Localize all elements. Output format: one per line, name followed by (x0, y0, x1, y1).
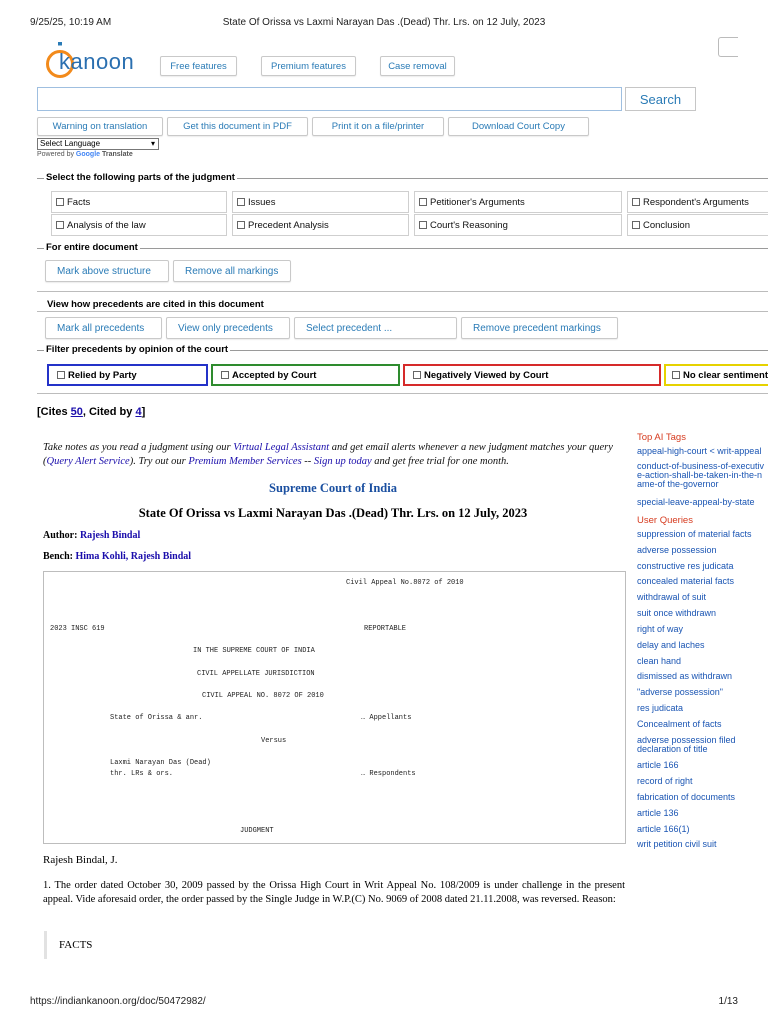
ai-tag[interactable]: special-leave-appeal-by-state (637, 498, 755, 507)
pre-line: REPORTABLE (364, 625, 407, 633)
premium-features-button[interactable]: Premium features (261, 56, 356, 76)
powered-by: Powered by Google Translate (37, 151, 133, 158)
user-query[interactable]: article 166 (637, 761, 679, 770)
view-only-precedents-button[interactable]: View only precedents (166, 317, 290, 339)
author-line: Author: Rajesh Bindal (43, 530, 141, 541)
print-button[interactable]: Print it on a file/printer (312, 117, 444, 136)
judgment-pre-box (43, 571, 626, 844)
court-name: Supreme Court of India (269, 481, 397, 495)
query-alert-link[interactable]: Query Alert Service (46, 456, 130, 467)
entire-legend: For entire document (46, 242, 138, 253)
pre-line: thr. LRs & ors. (110, 770, 174, 778)
facts-heading: FACTS (59, 939, 93, 951)
pdf-button[interactable]: Get this document in PDF (167, 117, 308, 136)
checkbox[interactable] (419, 198, 427, 206)
checkbox[interactable] (237, 198, 245, 206)
part-conclusion[interactable]: Conclusion (627, 214, 768, 236)
judge-name: Rajesh Bindal, J. (43, 854, 118, 866)
language-selected: Select Language (40, 139, 101, 148)
pre-line: … Respondents (361, 770, 416, 778)
ai-tags-heading: Top AI Tags (637, 432, 686, 443)
logo-text: kanoon (59, 49, 135, 74)
checkbox[interactable] (632, 221, 640, 229)
part-respondents-arguments[interactable]: Respondent's Arguments (627, 191, 768, 213)
filter-accepted-by-court[interactable]: Accepted by Court (211, 364, 400, 386)
checkbox[interactable] (413, 371, 421, 379)
user-query[interactable]: constructive res judicata (637, 562, 734, 571)
filter-relied-by-party[interactable]: Relied by Party (47, 364, 208, 386)
remove-markings-button[interactable]: Remove all markings (173, 260, 291, 282)
user-query[interactable]: article 166(1) (637, 825, 690, 834)
parts-legend: Select the following parts of the judgment (46, 172, 235, 183)
user-query[interactable]: "adverse possession" (637, 688, 723, 697)
case-removal-button[interactable]: Case removal (380, 56, 455, 76)
pre-line: Laxmi Narayan Das (Dead) (110, 759, 211, 767)
mark-all-precedents-button[interactable]: Mark all precedents (45, 317, 162, 339)
entire-fieldset (37, 248, 768, 249)
pre-line: … Appellants (361, 714, 412, 722)
paragraph-1: 1. The order dated October 30, 2009 passed by the Orissa High Court in Writ Appeal No. 108/2009 is under challenge in the present appeal. Vide aforesaid order, the order passed by the Single Judge in W.P.(C) No. 9069 of 2008 dated 21.11.2008, was reversed. Reason: (43, 880, 625, 905)
mark-structure-button[interactable]: Mark above structure (45, 260, 169, 282)
user-queries-heading: User Queries (637, 515, 693, 526)
ai-tag[interactable]: conduct-of-business-of-executive-action-shall-be-taken-in-the-name-of the-governor (637, 462, 765, 489)
sign-up-link[interactable]: Sign up today (313, 456, 372, 467)
chevron-down-icon: ▾ (150, 139, 155, 148)
filter-divider (37, 393, 768, 394)
print-datetime: 9/25/25, 10:19 AM (30, 17, 112, 28)
precedents-heading: View how precedents are cited in this document (47, 299, 264, 310)
site-logo[interactable] (43, 42, 153, 82)
user-query[interactable]: res judicata (637, 704, 684, 713)
language-select[interactable] (37, 138, 159, 150)
part-petitioners-arguments[interactable]: Petitioner's Arguments (414, 191, 622, 213)
precedents-divider (37, 291, 768, 292)
user-query[interactable]: fabrication of documents (637, 793, 736, 802)
pre-line: Civil Appeal No.8072 of 2010 (346, 579, 464, 587)
checkbox[interactable] (672, 371, 680, 379)
author-link[interactable]: Rajesh Bindal (79, 530, 141, 541)
virtual-legal-assistant-link[interactable]: Virtual Legal Assistant (233, 442, 330, 453)
cites-link[interactable]: 50 (70, 406, 83, 418)
filter-negatively-viewed[interactable]: Negatively Viewed by Court (403, 364, 661, 386)
part-analysis-of-law[interactable]: Analysis of the law (51, 214, 227, 236)
promo-text: Take notes as you read a judgment using our Virtual Legal Assistant and get email alerts whenever a new judgment matches your query (Query Alert Service). Try out our Premium Member Services -- Sign up today and get free trial for one month. (43, 442, 613, 467)
account-box[interactable] (718, 37, 738, 57)
remove-precedent-markings-button[interactable]: Remove precedent markings (461, 317, 618, 339)
doc-title: State Of Orissa vs Laxmi Narayan Das .(Dead) Thr. Lrs. on 12 July, 2023 (138, 506, 528, 520)
user-query[interactable]: adverse possession (637, 546, 717, 555)
facts-quote-bar (44, 931, 47, 959)
precedents-divider-2 (37, 311, 768, 312)
checkbox[interactable] (632, 198, 640, 206)
checkbox[interactable] (56, 198, 64, 206)
checkbox[interactable] (221, 371, 229, 379)
filter-no-clear-sentiment[interactable]: No clear sentiment (664, 364, 768, 386)
user-query[interactable]: article 136 (637, 809, 679, 818)
search-button[interactable]: Search (625, 87, 696, 111)
pre-line: CIVIL APPEAL NO. 8072 OF 2010 (202, 692, 324, 700)
user-query[interactable]: concealed material facts (637, 577, 735, 586)
pre-line: JUDGMENT (240, 827, 274, 835)
part-courts-reasoning[interactable]: Court's Reasoning (414, 214, 622, 236)
bench-link[interactable]: Hima Kohli, Rajesh Bindal (75, 551, 192, 562)
part-facts[interactable]: Facts (51, 191, 227, 213)
filter-legend: Filter precedents by opinion of the court (46, 344, 229, 355)
user-query[interactable]: right of way (637, 625, 684, 634)
checkbox[interactable] (56, 221, 64, 229)
part-precedent-analysis[interactable]: Precedent Analysis (232, 214, 409, 236)
user-query[interactable]: suit once withdrawn (637, 609, 717, 618)
checkbox[interactable] (419, 221, 427, 229)
user-query[interactable]: writ petition civil suit (637, 840, 717, 849)
premium-services-link[interactable]: Premium Member Services (188, 456, 302, 467)
download-court-copy-button[interactable]: Download Court Copy (448, 117, 589, 136)
select-precedent-dropdown[interactable]: Select precedent ... (294, 317, 457, 339)
user-query[interactable]: Concealment of facts (637, 720, 722, 729)
user-query[interactable]: delay and laches (637, 641, 705, 650)
cited-by-link[interactable]: 4 (135, 406, 142, 418)
checkbox[interactable] (237, 221, 245, 229)
warning-translation-button[interactable]: Warning on translation (37, 117, 163, 136)
part-issues[interactable]: Issues (232, 191, 409, 213)
user-query[interactable]: withdrawal of suit (637, 593, 707, 602)
user-query[interactable]: dismissed as withdrawn (637, 672, 733, 681)
user-query[interactable]: clean hand (637, 657, 682, 666)
pre-line: 2023 INSC 619 (50, 625, 105, 633)
footer-url: https://indiankanoon.org/doc/50472982/ (30, 996, 206, 1007)
cites-line: [Cites 50, Cited by 4] (37, 406, 146, 418)
user-query[interactable]: suppression of material facts (637, 530, 752, 539)
ai-tag[interactable]: appeal-high-court < writ-appeal (637, 447, 762, 456)
google-logo: Google (75, 151, 101, 158)
user-query[interactable]: adverse possession filed declaration of title (637, 736, 736, 754)
free-features-button[interactable]: Free features (160, 56, 237, 76)
bench-line: Bench: Hima Kohli, Rajesh Bindal (43, 551, 192, 562)
user-query[interactable]: record of right (637, 777, 693, 786)
pre-line: State of Orissa & anr. (110, 714, 203, 722)
pre-line: CIVIL APPELLATE JURISDICTION (197, 670, 315, 678)
page-number: 1/13 (718, 996, 738, 1007)
checkbox[interactable] (57, 371, 65, 379)
pre-line: Versus (261, 737, 287, 745)
search-input[interactable] (37, 87, 622, 111)
print-title: State Of Orissa vs Laxmi Narayan Das .(Dead) Thr. Lrs. on 12 July, 2023 (222, 17, 546, 28)
pre-line: IN THE SUPREME COURT OF INDIA (193, 647, 315, 655)
